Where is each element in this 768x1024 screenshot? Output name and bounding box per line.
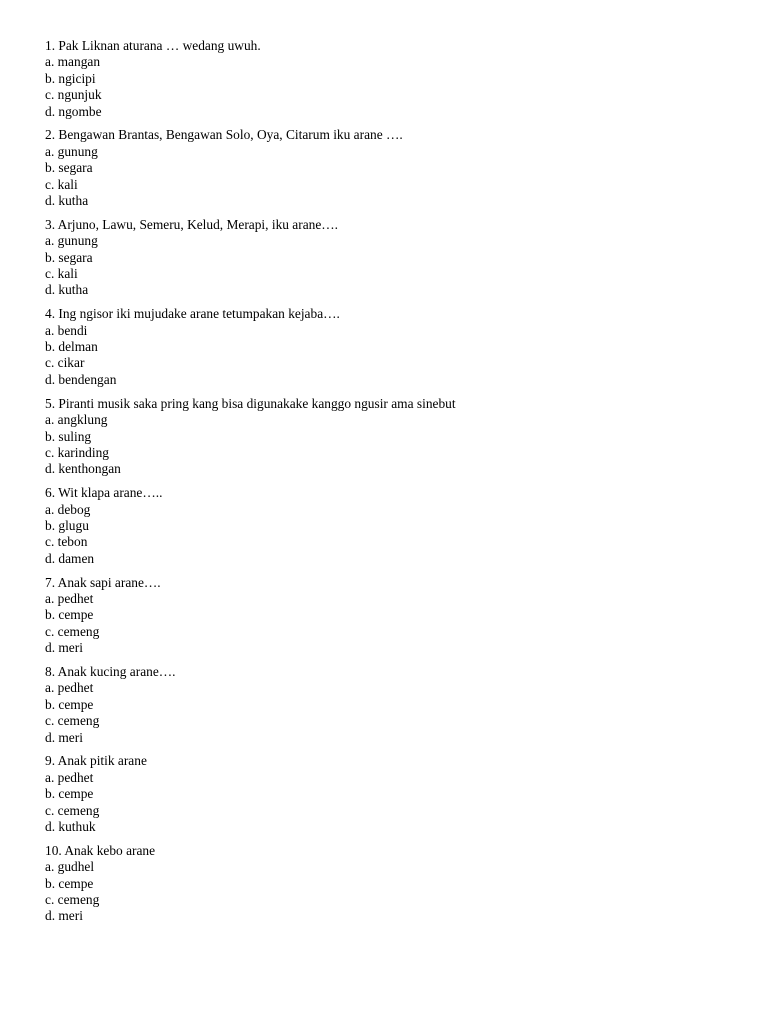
option-b: b. segara [45, 249, 93, 265]
question-text: 1. Pak Liknan aturana … wedang uwuh. [45, 38, 261, 53]
option-b: b. ngicipi [45, 70, 96, 86]
option-c: c. cikar [45, 355, 85, 371]
option-c: c. cemeng [45, 623, 100, 639]
option-a: a. gunung [45, 233, 98, 249]
question-text: 7. Anak sapi arane…. [45, 574, 161, 590]
option-c: c. cemeng [45, 713, 100, 729]
option-d: d. kenthongan [45, 461, 121, 477]
question-3 [45, 217, 725, 299]
option-c: c. cemeng [45, 802, 100, 818]
question-4 [45, 306, 725, 388]
option-d: d. meri [45, 908, 83, 924]
option-b: b. delman [45, 339, 98, 355]
question-text: 9. Anak pitik arane [45, 753, 147, 769]
question-9 [45, 753, 725, 835]
option-d: d. ngombe [45, 103, 102, 119]
option-b: b. cempe [45, 875, 94, 891]
option-a: a. debog [45, 501, 91, 517]
option-a: a. bendi [45, 322, 88, 338]
question-text: 5. Piranti musik saka pring kang bisa digunakake kanggo ngusir ama sinebut [45, 395, 456, 411]
option-a: a. pedhet [45, 590, 94, 606]
option-c: c. cemeng [45, 892, 100, 908]
question-6 [45, 485, 725, 567]
option-d: d. bendengan [45, 371, 117, 387]
option-b: b. cempe [45, 696, 94, 712]
option-b: b. cempe [45, 607, 94, 623]
option-c: c. kali [45, 176, 78, 192]
option-a: a. gunung [45, 143, 98, 159]
question-10 [45, 843, 725, 925]
option-b: b. segara [45, 160, 93, 176]
option-c: c. kali [45, 266, 78, 282]
option-d: d. damen [45, 550, 95, 566]
option-a: a. angklung [45, 412, 108, 428]
question-8 [45, 664, 725, 746]
question-text: 10. Anak kebo arane [45, 842, 156, 858]
question-text: 8. Anak kucing arane…. [45, 663, 176, 679]
option-c: c. karinding [45, 444, 109, 460]
question-1 [45, 38, 725, 120]
question-text: 2. Bengawan Brantas, Bengawan Solo, Oya, Citarum iku arane …. [45, 127, 403, 143]
option-d: d. meri [45, 729, 83, 745]
option-a: a. gudhel [45, 859, 95, 875]
option-a: a. pedhet [45, 769, 94, 785]
option-a: a. pedhet [45, 680, 94, 696]
option-b: b. cempe [45, 786, 94, 802]
question-list [45, 38, 725, 932]
option-c: c. ngunjuk [45, 87, 102, 103]
option-b: b. glugu [45, 517, 89, 533]
option-c: c. tebon [45, 534, 88, 550]
option-d: d. kutha [45, 193, 89, 209]
question-7 [45, 575, 725, 657]
option-b: b. suling [45, 428, 92, 444]
question-text: 6. Wit klapa arane….. [45, 485, 163, 501]
question-text: 3. Arjuno, Lawu, Semeru, Kelud, Merapi, iku arane…. [45, 216, 339, 232]
option-d: d. kutha [45, 282, 89, 298]
option-d: d. kuthuk [45, 819, 96, 834]
option-d: d. meri [45, 640, 83, 656]
option-a: a. mangan [45, 54, 101, 70]
question-text: 4. Ing ngisor iki mujudake arane tetumpakan kejaba…. [45, 306, 340, 322]
question-2 [45, 127, 725, 209]
question-5 [45, 396, 725, 478]
